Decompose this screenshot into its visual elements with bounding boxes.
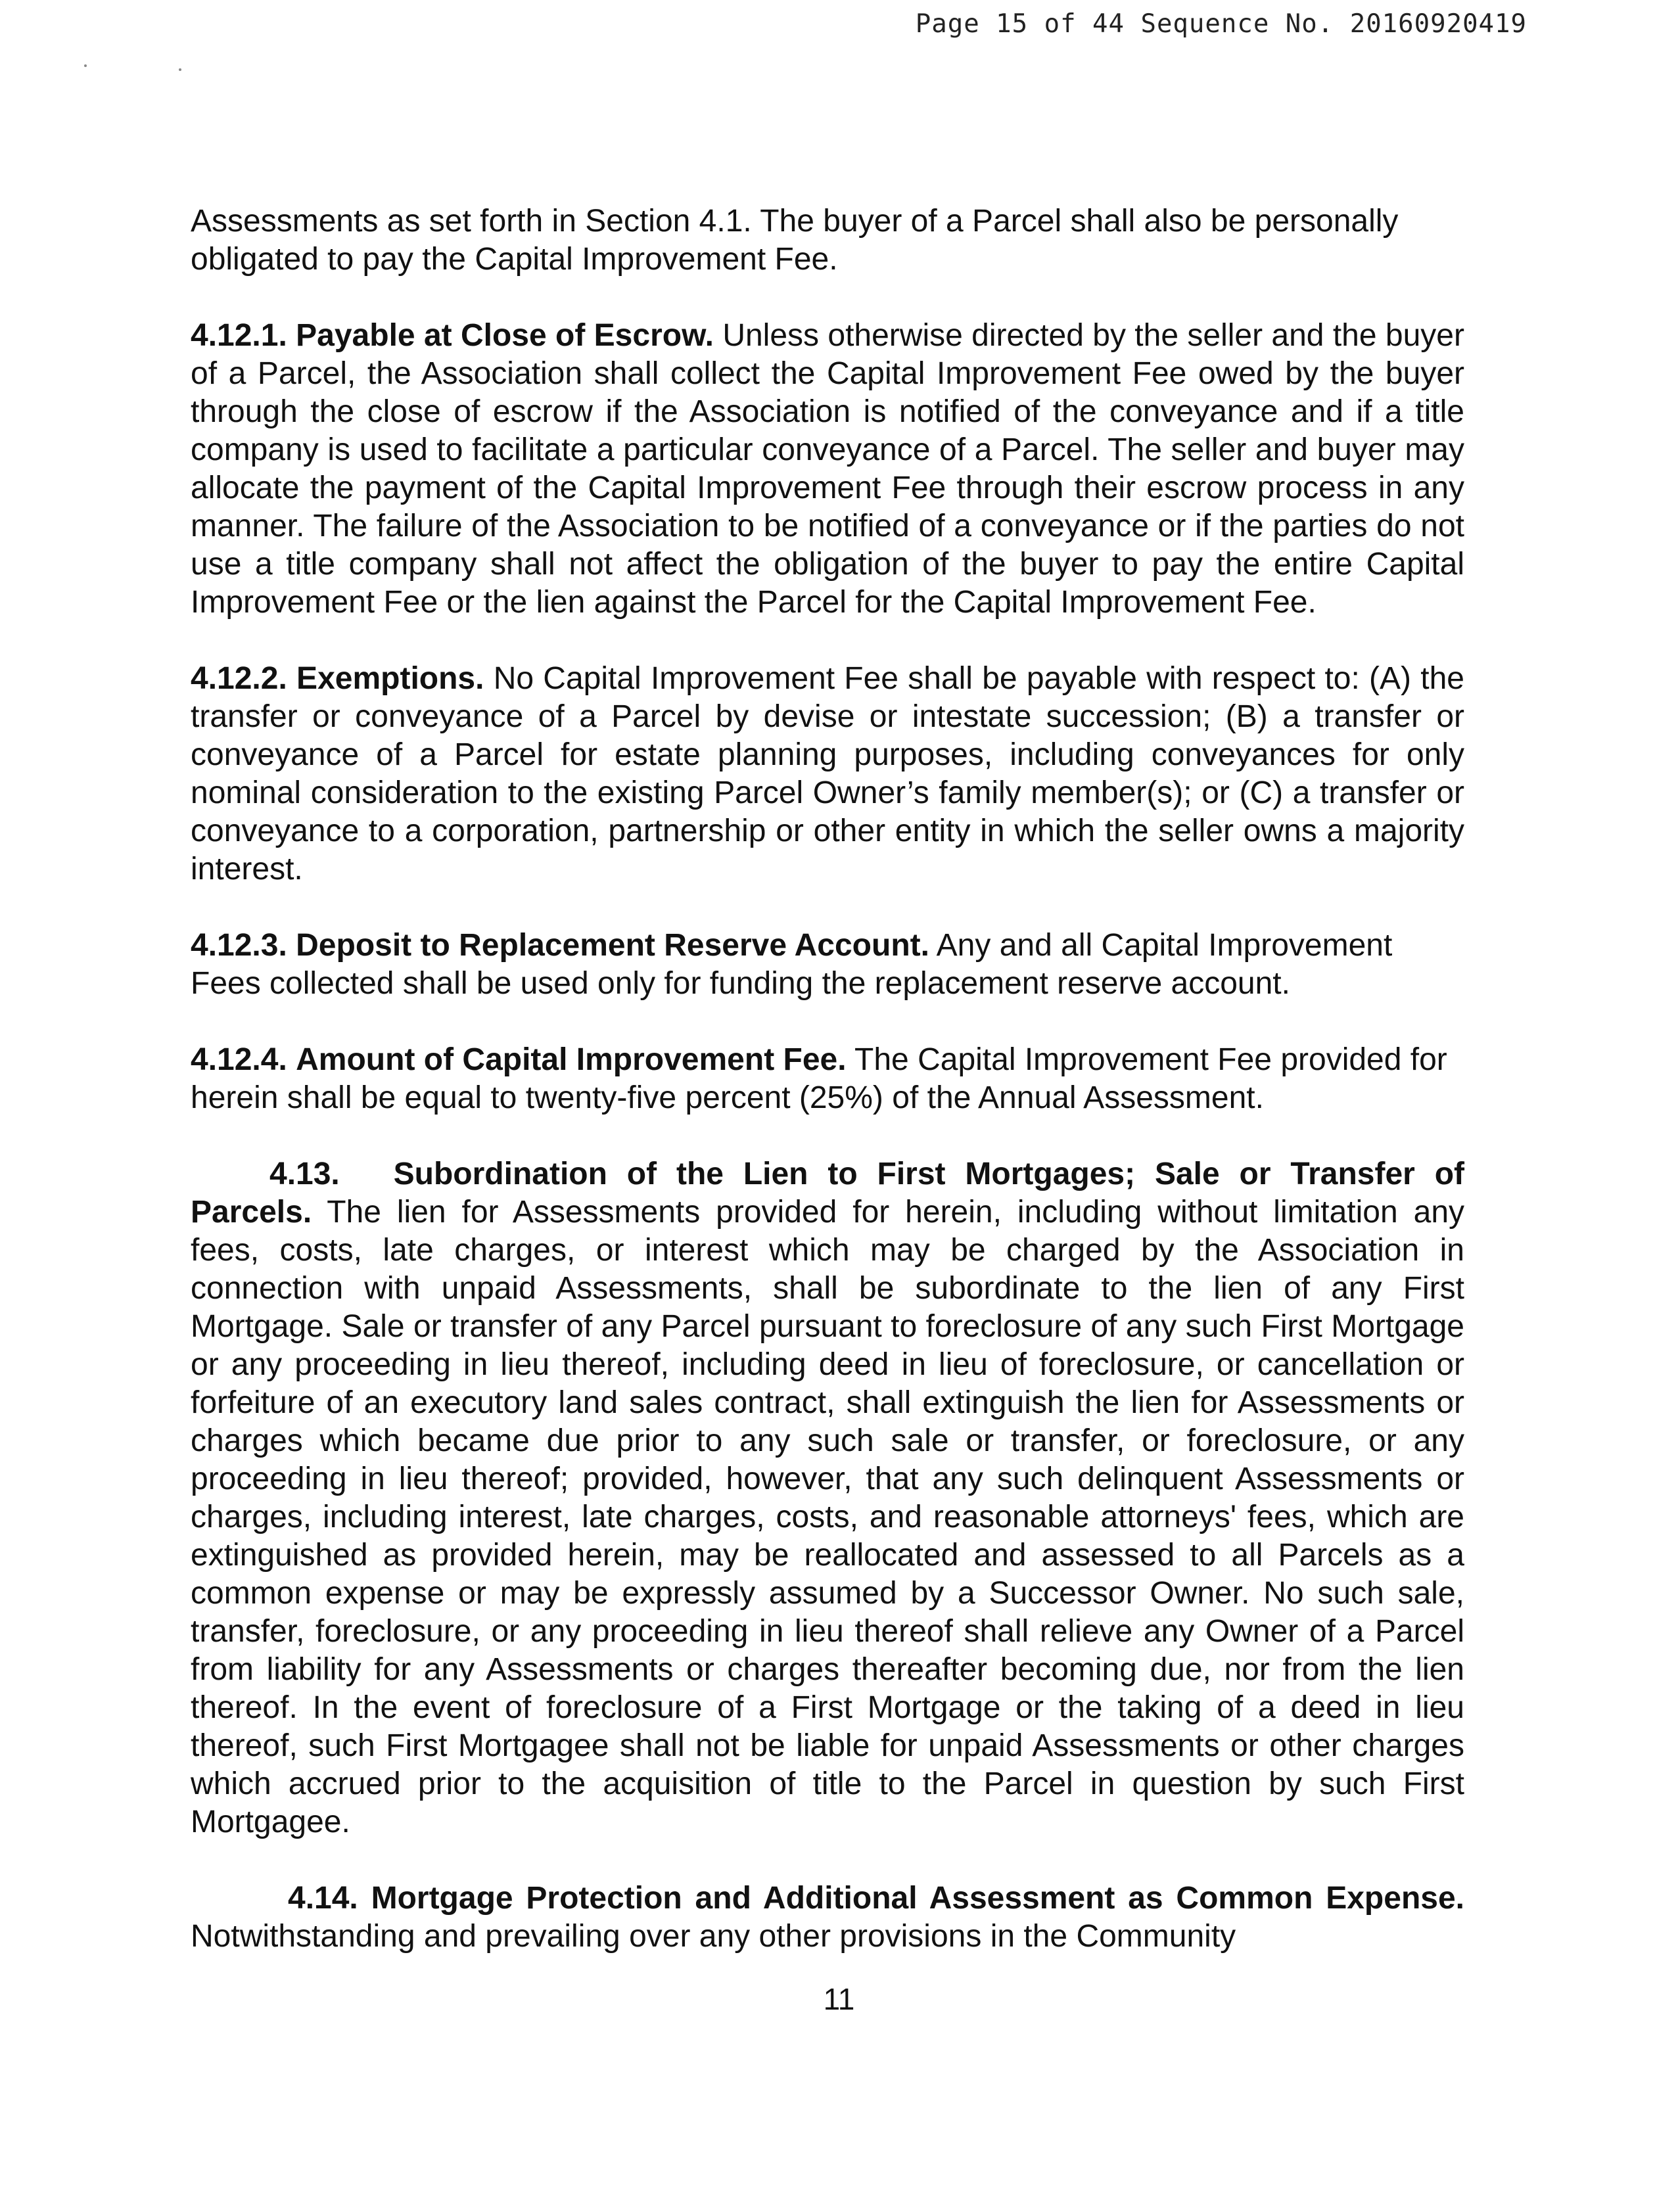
paragraph-text: Any and all Capital Improvement Fees collected shall be used only for funding the replacement reserve account. (191, 928, 1393, 1001)
paragraph-text: Unless otherwise directed by the seller and the buyer of a Parcel, the Association shall collect the Capital Improvement Fee owed by the buyer through the close of escrow if the Association is notified of the conveyance and if a title company is used to facilitate a particular conveyance of a Parcel. The seller and buyer may allocate the payment of the Capital Improvement Fee through their escrow process in any manner. The failure of the Association to be notified of a conveyance or if the parties do not use a title company shall not affect the obligation of the buyer to pay the entire Capital Improvement Fee or the lien against the Parcel for the Capital Improvement Fee. (191, 318, 1464, 620)
scan-speck (179, 68, 181, 71)
section-number: 4.12.4. (191, 1042, 287, 1077)
section-4-12-2 (191, 660, 1464, 888)
scan-speck (84, 64, 87, 67)
section-heading: Amount of Capital Improvement Fee. (296, 1042, 847, 1077)
section-heading: Mortgage Protection and Additional Assessment as Common Expense. (371, 1881, 1464, 1916)
section-number: 4.12.2. (191, 661, 287, 696)
section-heading: Exemptions. (296, 661, 484, 696)
paragraph-text: Assessments as set forth in Section 4.1. The buyer of a Parcel shall also be personally obligated to pay the Capital Improvement Fee. (191, 204, 1399, 277)
paragraph-text: The lien for Assessments provided for herein, including without limitation any fees, costs, late charges, or interest which may be charged by the Association in connection with unpaid Assessments, shall be subordinate to the lien of any First Mortgage. Sale or transfer of any Parcel pursuant to foreclosure of any such First Mortgage or any proceeding in lieu thereof, including deed in lieu of foreclosure, or cancellation or forfeiture of an executory land sales contract, shall extinguish the lien for Assessments or charges which became due prior to any such sale or transfer, or foreclosure, or any proceeding in lieu thereof; provided, however, that any such delinquent Assessments or charges, including interest, late charges, costs, and reasonable attorneys' fees, which are extinguished as provided herein, may be reallocated and assessed to all Parcels as a common expense or may be expressly assumed by a Successor Owner. No such sale, transfer, foreclosure, or any proceeding in lieu thereof shall relieve any Owner of a Parcel from liability for any Assessments or charges thereafter becoming due, nor from the lien thereof. In the event of foreclosure of a First Mortgage or the taking of a deed in lieu thereof, such First Mortgagee shall not be liable for unpaid Assessments or other charges which accrued prior to the acquisition of title to the Parcel in question by such First Mortgagee. (191, 1195, 1465, 1839)
paragraph-text: The Capital Improvement Fee provided for herein shall be equal to twenty-five percent (25%) of the Annual Assessment. (191, 1042, 1447, 1115)
section-number: 4.14. (288, 1881, 358, 1916)
document-body (191, 202, 1464, 1956)
section-heading: Payable at Close of Escrow. (296, 318, 714, 353)
section-heading: Subordination of the Lien to First Mortgages; Sale or Transfer of Parcels. (191, 1157, 1465, 1230)
section-4-14 (191, 1879, 1464, 1956)
section-number: 4.12.3. (191, 928, 287, 963)
paragraph-text: Notwithstanding and prevailing over any other provisions in the Community (191, 1919, 1236, 1954)
section-4-12-4 (191, 1041, 1464, 1117)
paragraph-continuation (191, 202, 1464, 279)
section-heading: Deposit to Replacement Reserve Account. (296, 928, 929, 963)
paragraph-text: No Capital Improvement Fee shall be payable with respect to: (A) the transfer or conveyance of a Parcel by devise or intestate succession; (B) a transfer or conveyance of a Parcel for estate planning purposes, including conveyances for only nominal consideration to the existing Parcel Owner’s family member(s); or (C) a transfer or conveyance to a corporation, partnership or other entity in which the seller owns a majority interest. (191, 661, 1465, 887)
section-number: 4.13. (269, 1157, 340, 1191)
section-4-12-3 (191, 927, 1464, 1003)
page-sequence-stamp: Page 15 of 44 Sequence No. 20160920419 (915, 9, 1527, 39)
page-number: 11 (823, 1982, 855, 2016)
section-4-12-1 (191, 317, 1464, 622)
section-number: 4.12.1. (191, 318, 287, 353)
section-4-13 (191, 1155, 1464, 1841)
